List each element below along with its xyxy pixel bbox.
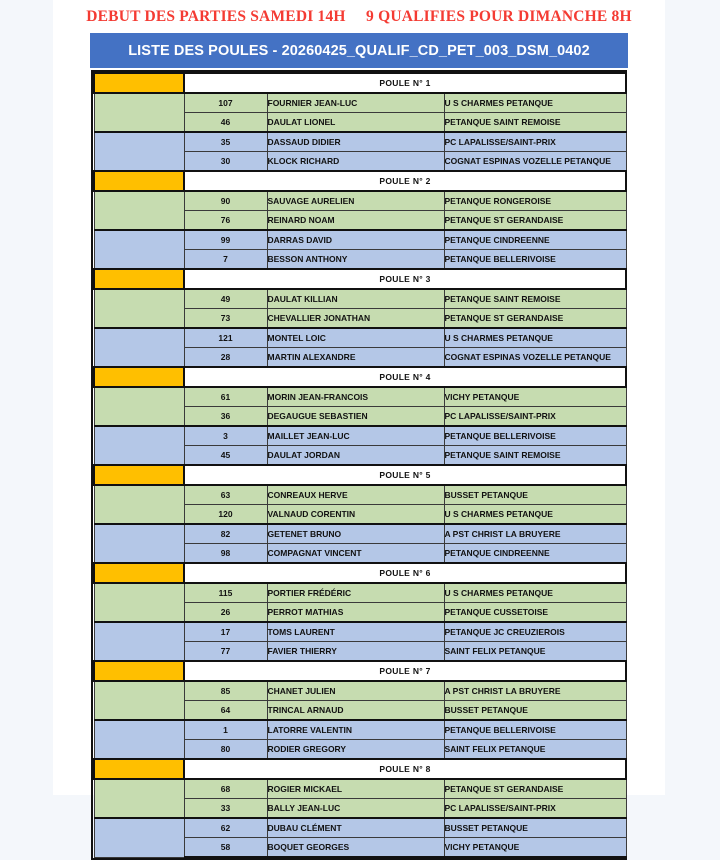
player-number: 26 [184, 603, 267, 623]
player-club: PC LAPALISSE/SAINT-PRIX [444, 799, 626, 819]
player-number: 49 [184, 289, 267, 309]
poule-header-row [94, 269, 626, 289]
player-name: SAUVAGE AURELIEN [267, 191, 444, 211]
page-title: LISTE DES POULES - 20260425_QUALIF_CD_PET_003_DSM_0402 [90, 33, 628, 68]
player-club: U S CHARMES PETANQUE [444, 93, 626, 113]
player-name: ROGIER MICKAEL [267, 779, 444, 799]
player-club: PETANQUE CINDREENNE [444, 544, 626, 564]
player-number: 1 [184, 720, 267, 740]
announcement-banner: DEBUT DES PARTIES SAMEDI 14H 9 QUALIFIES POUR DIMANCHE 8H [86, 8, 632, 25]
player-name: MARTIN ALEXANDRE [267, 348, 444, 368]
player-club: PETANQUE ST GERANDAISE [444, 309, 626, 329]
poule-header-block [94, 269, 184, 289]
player-row [94, 622, 626, 642]
player-number: 28 [184, 348, 267, 368]
player-name: PORTIER FRÉDÉRIC [267, 583, 444, 603]
poules-table-container [91, 70, 627, 860]
player-number: 120 [184, 505, 267, 525]
poule-label: POULE N° 8 [184, 759, 626, 779]
player-number: 36 [184, 407, 267, 427]
player-row [94, 720, 626, 740]
team-color-block-blue [94, 818, 184, 857]
team-color-block-blue [94, 622, 184, 661]
player-name: BALLY JEAN-LUC [267, 799, 444, 819]
poule-header-block [94, 367, 184, 387]
poules-table-body [94, 73, 626, 857]
player-number: 63 [184, 485, 267, 505]
player-club: COGNAT ESPINAS VOZELLE PETANQUE [444, 348, 626, 368]
player-club: PETANQUE BELLERIVOISE [444, 250, 626, 270]
player-club: SAINT FELIX PETANQUE [444, 642, 626, 662]
player-number: 30 [184, 152, 267, 172]
player-row [94, 230, 626, 250]
player-row [94, 132, 626, 152]
player-club: PETANQUE ST GERANDAISE [444, 211, 626, 231]
player-row [94, 681, 626, 701]
player-row [94, 583, 626, 603]
team-color-block-blue [94, 328, 184, 367]
player-name: REINARD NOAM [267, 211, 444, 231]
player-number: 61 [184, 387, 267, 407]
player-row [94, 426, 626, 446]
poule-label: POULE N° 6 [184, 563, 626, 583]
player-number: 35 [184, 132, 267, 152]
player-club: PETANQUE SAINT REMOISE [444, 446, 626, 466]
player-club: PETANQUE BELLERIVOISE [444, 720, 626, 740]
player-row [94, 191, 626, 211]
player-row [94, 485, 626, 505]
player-row [94, 779, 626, 799]
player-number: 80 [184, 740, 267, 760]
player-name: DAULAT JORDAN [267, 446, 444, 466]
player-number: 107 [184, 93, 267, 113]
player-name: FAVIER THIERRY [267, 642, 444, 662]
team-color-block-green [94, 93, 184, 132]
player-number: 33 [184, 799, 267, 819]
player-row [94, 818, 626, 838]
player-name: CHEVALLIER JONATHAN [267, 309, 444, 329]
player-club: BUSSET PETANQUE [444, 818, 626, 838]
poule-label: POULE N° 2 [184, 171, 626, 191]
player-club: PETANQUE RONGEROISE [444, 191, 626, 211]
player-name: DEGAUGUE SEBASTIEN [267, 407, 444, 427]
poule-header-row [94, 367, 626, 387]
player-row [94, 328, 626, 348]
player-number: 82 [184, 524, 267, 544]
player-club: PC LAPALISSE/SAINT-PRIX [444, 407, 626, 427]
player-name: DASSAUD DIDIER [267, 132, 444, 152]
poule-header-block [94, 465, 184, 485]
player-club: U S CHARMES PETANQUE [444, 328, 626, 348]
player-name: KLOCK RICHARD [267, 152, 444, 172]
player-club: PETANQUE BELLERIVOISE [444, 426, 626, 446]
player-club: BUSSET PETANQUE [444, 701, 626, 721]
poule-label: POULE N° 3 [184, 269, 626, 289]
player-name: DUBAU CLÉMENT [267, 818, 444, 838]
player-name: MORIN JEAN-FRANCOIS [267, 387, 444, 407]
team-color-block-green [94, 387, 184, 426]
poule-header-row [94, 171, 626, 191]
player-name: TOMS LAURENT [267, 622, 444, 642]
player-number: 7 [184, 250, 267, 270]
poule-label: POULE N° 5 [184, 465, 626, 485]
player-club: VICHY PETANQUE [444, 387, 626, 407]
player-name: PERROT MATHIAS [267, 603, 444, 623]
poule-header-block [94, 171, 184, 191]
player-club: PETANQUE SAINT REMOISE [444, 289, 626, 309]
team-color-block-green [94, 191, 184, 230]
player-name: LATORRE VALENTIN [267, 720, 444, 740]
poule-header-block [94, 759, 184, 779]
team-color-block-green [94, 485, 184, 524]
player-name: BESSON ANTHONY [267, 250, 444, 270]
player-name: RODIER GREGORY [267, 740, 444, 760]
player-club: PETANQUE CINDREENNE [444, 230, 626, 250]
player-number: 115 [184, 583, 267, 603]
player-number: 58 [184, 838, 267, 858]
player-name: MONTEL LOIC [267, 328, 444, 348]
player-club: PETANQUE SAINT REMOISE [444, 113, 626, 133]
team-color-block-green [94, 289, 184, 328]
poule-header-row [94, 661, 626, 681]
player-club: A PST CHRIST LA BRUYERE [444, 524, 626, 544]
player-number: 45 [184, 446, 267, 466]
player-name: DAULAT LIONEL [267, 113, 444, 133]
player-name: COMPAGNAT VINCENT [267, 544, 444, 564]
player-row [94, 387, 626, 407]
poule-header-block [94, 661, 184, 681]
poule-label: POULE N° 4 [184, 367, 626, 387]
player-club: PETANQUE CUSSETOISE [444, 603, 626, 623]
team-color-block-green [94, 779, 184, 818]
player-number: 85 [184, 681, 267, 701]
player-row [94, 93, 626, 113]
player-name: BOQUET GEORGES [267, 838, 444, 858]
team-color-block-blue [94, 524, 184, 563]
player-number: 62 [184, 818, 267, 838]
player-club: PETANQUE ST GERANDAISE [444, 779, 626, 799]
team-color-block-blue [94, 426, 184, 465]
player-row [94, 524, 626, 544]
player-name: VALNAUD CORENTIN [267, 505, 444, 525]
player-number: 3 [184, 426, 267, 446]
poule-header-block [94, 563, 184, 583]
player-club: A PST CHRIST LA BRUYERE [444, 681, 626, 701]
poule-header-row [94, 563, 626, 583]
document-page [53, 0, 665, 852]
player-number: 17 [184, 622, 267, 642]
player-number: 64 [184, 701, 267, 721]
poule-label: POULE N° 7 [184, 661, 626, 681]
player-row [94, 289, 626, 309]
team-color-block-green [94, 583, 184, 622]
player-name: CHANET JULIEN [267, 681, 444, 701]
player-number: 99 [184, 230, 267, 250]
player-club: U S CHARMES PETANQUE [444, 505, 626, 525]
poule-label: POULE N° 1 [184, 73, 626, 93]
player-number: 76 [184, 211, 267, 231]
player-number: 98 [184, 544, 267, 564]
player-number: 77 [184, 642, 267, 662]
team-color-block-blue [94, 720, 184, 759]
player-name: FOURNIER JEAN-LUC [267, 93, 444, 113]
player-name: DAULAT KILLIAN [267, 289, 444, 309]
poule-header-block [94, 73, 184, 93]
player-number: 73 [184, 309, 267, 329]
player-name: TRINCAL ARNAUD [267, 701, 444, 721]
poule-header-row [94, 73, 626, 93]
player-number: 90 [184, 191, 267, 211]
player-number: 46 [184, 113, 267, 133]
player-club: COGNAT ESPINAS VOZELLE PETANQUE [444, 152, 626, 172]
player-name: MAILLET JEAN-LUC [267, 426, 444, 446]
player-club: PC LAPALISSE/SAINT-PRIX [444, 132, 626, 152]
player-name: GETENET BRUNO [267, 524, 444, 544]
player-club: VICHY PETANQUE [444, 838, 626, 858]
poule-header-row [94, 465, 626, 485]
poules-table [93, 72, 627, 858]
player-number: 68 [184, 779, 267, 799]
team-color-block-green [94, 681, 184, 720]
player-number: 121 [184, 328, 267, 348]
player-club: U S CHARMES PETANQUE [444, 583, 626, 603]
player-club: BUSSET PETANQUE [444, 485, 626, 505]
player-club: SAINT FELIX PETANQUE [444, 740, 626, 760]
team-color-block-blue [94, 132, 184, 171]
player-name: CONREAUX HERVE [267, 485, 444, 505]
player-club: PETANQUE JC CREUZIEROIS [444, 622, 626, 642]
team-color-block-blue [94, 230, 184, 269]
player-name: DARRAS DAVID [267, 230, 444, 250]
poule-header-row [94, 759, 626, 779]
